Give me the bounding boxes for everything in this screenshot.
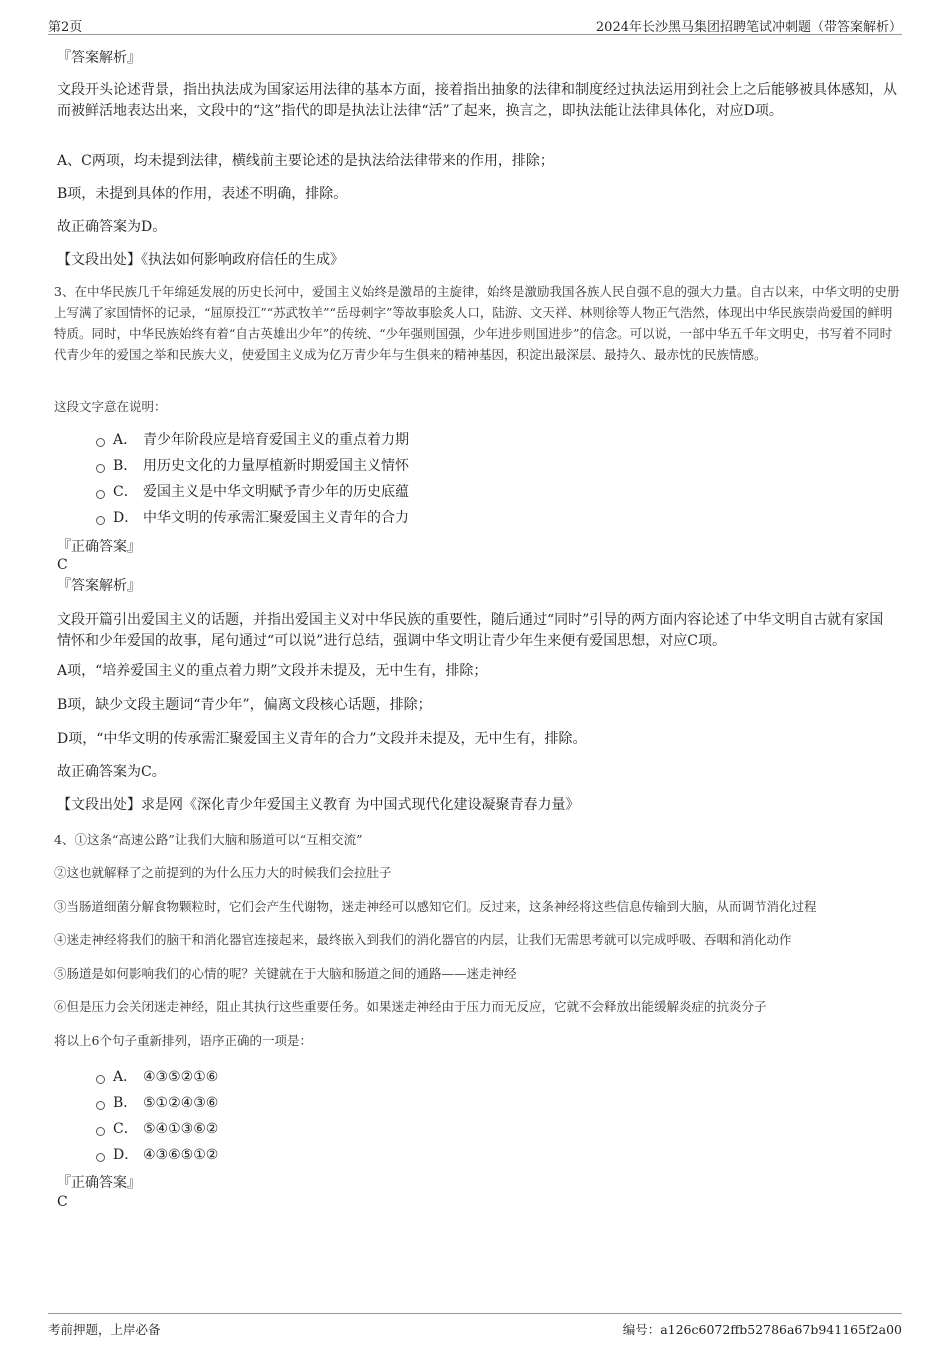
q3-stem: 3、在中华民族几千年绵延发展的历史长河中，爱国主义始终是激昂的主旋律，始终是激励我国各族人民自强不息的强大力量。自古以来，中华文明的史册上写满了家国情怀的记录，“屈原投江”“苏武牧羊”“岳母刺字”等故事脍炙人口，陆游、文天祥、林则徐等人物正气浩然，体现出中华民族崇尚爱国的鲜明特质。同时，中华民族始终有着“自古英雄出少年”的传统、“少年强则国强，少年进步则国进步”的信念。可以说，一部中华五千年文明史，书写着不同时代青少年的爱国之举和民族大义，使爱国主义成为亿万青少年与生俱来的精神基因，积淀出最深层、最持久、最赤忱的民族情感。 <box>54 284 900 362</box>
document-title: 2024年长沙黑马集团招聘笔试冲刺题（带答案解析） <box>595 20 902 35</box>
q3-option-d[interactable]: D． 中华文明的传承需汇聚爱国主义青年的合力 <box>96 508 409 528</box>
q4-sentence-3: ③当肠道细菌分解食物颗粒时，它们会产生代谢物，迷走神经可以感知它们。反过来，这条神经将这些信息传输到大脑，从而调节消化过程 <box>54 899 817 914</box>
q3-analysis-label: 『答案解析』 <box>57 578 141 594</box>
q3-note-b: B项，缺少文段主题词“青少年”，偏离文段核心话题，排除； <box>57 697 432 713</box>
q4-option-d[interactable]: D． ④③⑥⑤①② <box>96 1145 218 1165</box>
q3-question: 这段文字意在说明： <box>54 399 167 414</box>
q4-option-b[interactable]: B． ⑤①②④③⑥ <box>96 1093 218 1113</box>
radio-icon[interactable] <box>96 1101 105 1110</box>
q3-note-d: D项，“中华文明的传承需汇聚爱国主义青年的合力”文段并未提及，无中生有，排除。 <box>57 731 587 747</box>
page-header <box>48 14 902 35</box>
q3-source: 【文段出处】求是网《深化青少年爱国主义教育 为中国式现代化建设凝聚青春力量》 <box>57 797 580 813</box>
q4-option-c[interactable]: C． ⑤④①③⑥② <box>96 1119 218 1139</box>
q2-analysis-label: 『答案解析』 <box>57 50 141 66</box>
q3-answer: C <box>57 557 68 573</box>
q3-option-a[interactable]: A． 青少年阶段应是培育爱国主义的重点着力期 <box>96 430 409 450</box>
document-id: 编号：a126c6072ffb52786a67b941165f2a00 <box>622 1322 902 1337</box>
radio-icon[interactable] <box>96 516 105 525</box>
q4-sentence-5: ⑤肠道是如何影响我们的心情的呢？关键就在于大脑和肠道之间的通路——迷走神经 <box>54 966 517 981</box>
footer-slogan: 考前押题，上岸必备 <box>48 1322 161 1337</box>
q3-analysis: 文段开篇引出爱国主义的话题，并指出爱国主义对中华民族的重要性，随后通过“同时”引导的两方面内容论述了中华文明自古就有家国情怀和少年爱国的故事，尾句通过“可以说”进行总结，强调中华文明让青少年生来便有爱国思想，对应C项。 <box>57 612 884 649</box>
q3-conclusion: 故正确答案为C。 <box>57 764 166 780</box>
q4-sentence-1: 4、①这条“高速公路”让我们大脑和肠道可以“互相交流” <box>54 832 363 847</box>
q4-sentence-4: ④迷走神经将我们的脑干和消化器官连接起来，最终嵌入到我们的消化器官的内层，让我们无需思考就可以完成呼吸、吞咽和消化动作 <box>54 932 792 947</box>
radio-icon[interactable] <box>96 490 105 499</box>
q4-answer: C <box>57 1194 68 1210</box>
q3-option-b[interactable]: B． 用历史文化的力量厚植新时期爱国主义情怀 <box>96 456 409 476</box>
q3-note-a: A项，“培养爱国主义的重点着力期”文段并未提及，无中生有，排除； <box>57 663 488 679</box>
radio-icon[interactable] <box>96 1153 105 1162</box>
q4-question: 将以上6个句子重新排列，语序正确的一项是： <box>54 1033 312 1048</box>
q3-option-c[interactable]: C． 爱国主义是中华文明赋予青少年的历史底蕴 <box>96 482 409 502</box>
radio-icon[interactable] <box>96 1127 105 1136</box>
q2-analysis: 文段开头论述背景，指出执法成为国家运用法律的基本方面，接着指出抽象的法律和制度经过执法运用到社会上之后能够被具体感知，从而被鲜活地表达出来，文段中的“这”指代的即是执法让法律“活”了起来，换言之，即执法能让法律具体化，对应D项。 <box>57 82 897 119</box>
page-number: 第2页 <box>48 20 83 35</box>
q4-sentence-2: ②这也就解释了之前提到的为什么压力大的时候我们会拉肚子 <box>54 865 392 880</box>
radio-icon[interactable] <box>96 464 105 473</box>
radio-icon[interactable] <box>96 1075 105 1084</box>
q4-answer-label: 『正确答案』 <box>57 1175 141 1191</box>
q2-note-b: B项，未提到具体的作用，表述不明确，排除。 <box>57 186 348 202</box>
q4-option-a[interactable]: A． ④③⑤②①⑥ <box>96 1067 218 1087</box>
radio-icon[interactable] <box>96 438 105 447</box>
q2-conclusion: 故正确答案为D。 <box>57 219 167 235</box>
q2-note-ac: A、C两项，均未提到法律，横线前主要论述的是执法给法律带来的作用，排除； <box>57 153 554 169</box>
q2-source: 【文段出处】《执法如何影响政府信任的生成》 <box>57 252 344 268</box>
q4-sentence-6: ⑥但是压力会关闭迷走神经，阻止其执行这些重要任务。如果迷走神经由于压力而无反应，它就不会释放出能缓解炎症的抗炎分子 <box>54 999 767 1014</box>
q3-answer-label: 『正确答案』 <box>57 539 141 555</box>
page-footer <box>48 1313 902 1338</box>
